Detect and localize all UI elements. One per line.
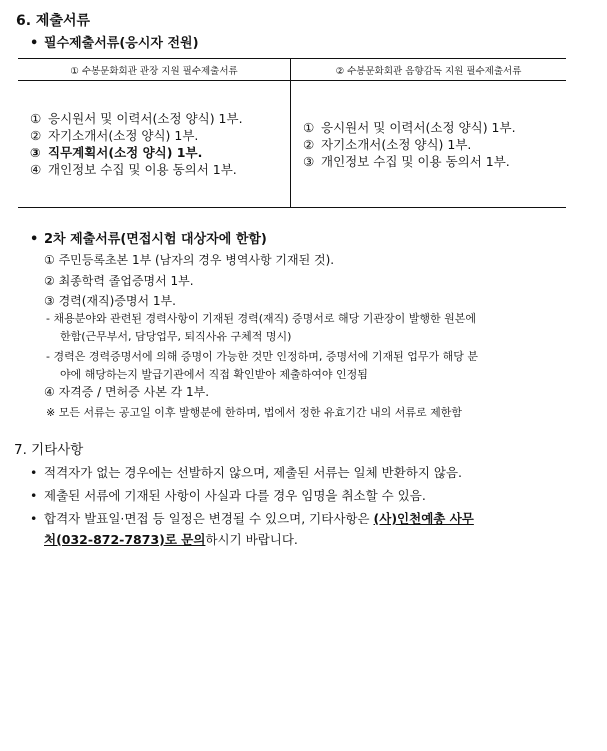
section7-bullet-3: • 합격자 발표일·면접 등 일정은 변경될 수 있으며, 기타사항은 (사)인천예총 사무 — [30, 511, 474, 526]
second-item-2: ② 최종학력 졸업증명서 1부. — [44, 274, 194, 288]
second-item-3: ③ 경력(재직)증명서 1부. — [44, 294, 176, 308]
section7-bullet-3-cont: 처(032-872-7873)로 문의하시기 바랍니다. — [44, 532, 298, 547]
col1-cell — [18, 81, 291, 208]
second-detail-2b: 야에 해당하는지 발급기관에서 직접 확인받아 제출하여야 인정됨 — [60, 368, 368, 381]
contact-link-part1[interactable]: (사)인천예총 사무 — [373, 511, 474, 526]
second-docs-heading: • 2차 제출서류(면접시험 대상자에 한함) — [30, 232, 267, 247]
col2-header: ② 수봉문화회관 음향감독 지원 필수제출서류 — [291, 59, 567, 81]
contact-link-part2[interactable]: 처(032-872-7873)로 문의 — [44, 532, 206, 547]
second-detail-1a: - 채용분야와 관련된 경력사항이 기재된 경력(재직) 증명서로 해당 기관장이 발행한 원본에 — [46, 312, 477, 325]
list-item: ③ 개인정보 수집 및 이용 동의서 1부. — [303, 153, 510, 169]
col1-header: ① 수봉문화회관 관장 지원 필수제출서류 — [18, 59, 291, 81]
second-item-4: ④ 자격증 / 면허증 사본 각 1부. — [44, 385, 210, 399]
required-docs-title: 필수제출서류(응시자 전원) — [44, 36, 199, 51]
col2-cell — [291, 81, 567, 208]
section7-bullet-1: • 적격자가 없는 경우에는 선발하지 않으며, 제출된 서류는 일체 반환하지 않음. — [30, 465, 463, 480]
list-item: ① 응시원서 및 이력서(소정 양식) 1부. — [303, 119, 516, 135]
list-item: ① 응시원서 및 이력서(소정 양식) 1부. — [30, 111, 243, 126]
second-detail-2a: - 경력은 경력증명서에 의해 증명이 가능한 것만 인정하며, 증명서에 기재된 업무가 해당 분 — [46, 350, 478, 363]
second-item-1: ① 주민등록초본 1부 (남자의 경우 병역사항 기재된 것). — [44, 253, 335, 267]
second-note: ※ 모든 서류는 공고일 이후 발행분에 한하며, 법에서 정한 유효기간 내의 서류로 제한함 — [46, 406, 462, 419]
required-docs-table — [18, 58, 566, 208]
list-item: ② 자기소개서(소정 양식) 1부. — [303, 136, 472, 152]
second-detail-1b: 한함(근무부서, 담당업무, 퇴직사유 구체적 명시) — [60, 330, 292, 343]
section-6-title: 6. 제출서류 — [16, 13, 91, 29]
required-docs-heading: • 필수제출서류(응시자 전원) — [30, 36, 199, 51]
list-item: ④ 개인정보 수집 및 이용 동의서 1부. — [30, 162, 237, 177]
section-7-title: 7. 기타사항 — [14, 442, 84, 458]
list-item: ③ 직무계획서(소정 양식) 1부. — [30, 145, 203, 160]
list-item: ② 자기소개서(소정 양식) 1부. — [30, 128, 199, 143]
second-docs-title: 2차 제출서류(면접시험 대상자에 한함) — [44, 232, 267, 247]
section7-bullet-2: • 제출된 서류에 기재된 사항이 사실과 다를 경우 임명을 취소할 수 있음. — [30, 488, 426, 503]
